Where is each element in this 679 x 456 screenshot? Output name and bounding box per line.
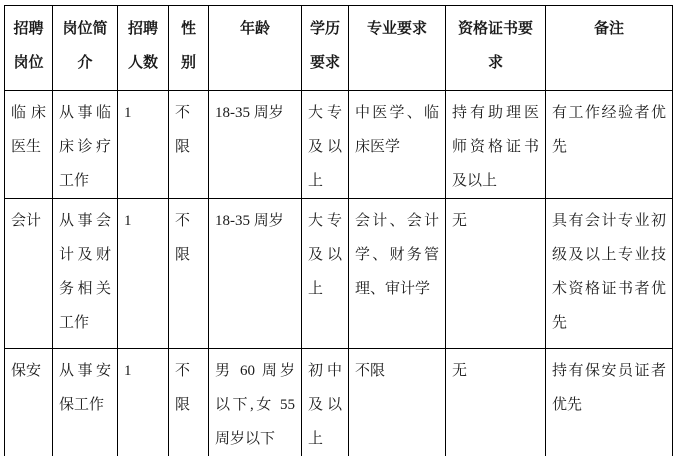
cell-notes: 有工作经验者优先 [546, 91, 673, 199]
cell-age: 18-35 周岁 [209, 91, 302, 199]
cell-description: 从事安保工作 [53, 349, 118, 456]
cell-gender: 不限 [169, 199, 209, 349]
cell-education: 初中及以上 [302, 349, 349, 456]
cell-description: 从事会计及财务相关工作 [53, 199, 118, 349]
header-major: 专业要求 [349, 6, 446, 91]
cell-education: 大专及以上 [302, 91, 349, 199]
cell-certificate: 无 [446, 199, 546, 349]
cell-age: 18-35 周岁 [209, 199, 302, 349]
cell-position: 会计 [5, 199, 53, 349]
cell-headcount: 1 [118, 349, 169, 456]
cell-certificate: 无 [446, 349, 546, 456]
cell-notes: 持有保安员证者优先 [546, 349, 673, 456]
table-row-clinical-doctor [5, 91, 673, 199]
header-description: 岗位简介 [53, 6, 118, 91]
header-position: 招聘岗位 [5, 6, 53, 91]
cell-certificate: 持有助理医师资格证书及以上 [446, 91, 546, 199]
header-row [5, 6, 673, 91]
cell-gender: 不限 [169, 91, 209, 199]
cell-description: 从事临床诊疗工作 [53, 91, 118, 199]
cell-major: 中医学、临床医学 [349, 91, 446, 199]
cell-headcount: 1 [118, 199, 169, 349]
cell-major: 不限 [349, 349, 446, 456]
cell-gender: 不限 [169, 349, 209, 456]
header-notes: 备注 [546, 6, 673, 91]
header-education: 学历要求 [302, 6, 349, 91]
cell-education: 大专及以上 [302, 199, 349, 349]
recruitment-table [4, 5, 673, 456]
header-gender: 性别 [169, 6, 209, 91]
cell-position: 保安 [5, 349, 53, 456]
header-age: 年龄 [209, 6, 302, 91]
header-headcount: 招聘人数 [118, 6, 169, 91]
cell-notes: 具有会计专业初级及以上专业技术资格证书者优先 [546, 199, 673, 349]
cell-position: 临床医生 [5, 91, 53, 199]
cell-headcount: 1 [118, 91, 169, 199]
cell-age: 男 60 周岁以下,女 55 周岁以下 [209, 349, 302, 456]
table-row-security-guard [5, 349, 673, 456]
header-certificate: 资格证书要求 [446, 6, 546, 91]
table-row-accountant [5, 199, 673, 349]
cell-major: 会计、会计学、财务管理、审计学 [349, 199, 446, 349]
